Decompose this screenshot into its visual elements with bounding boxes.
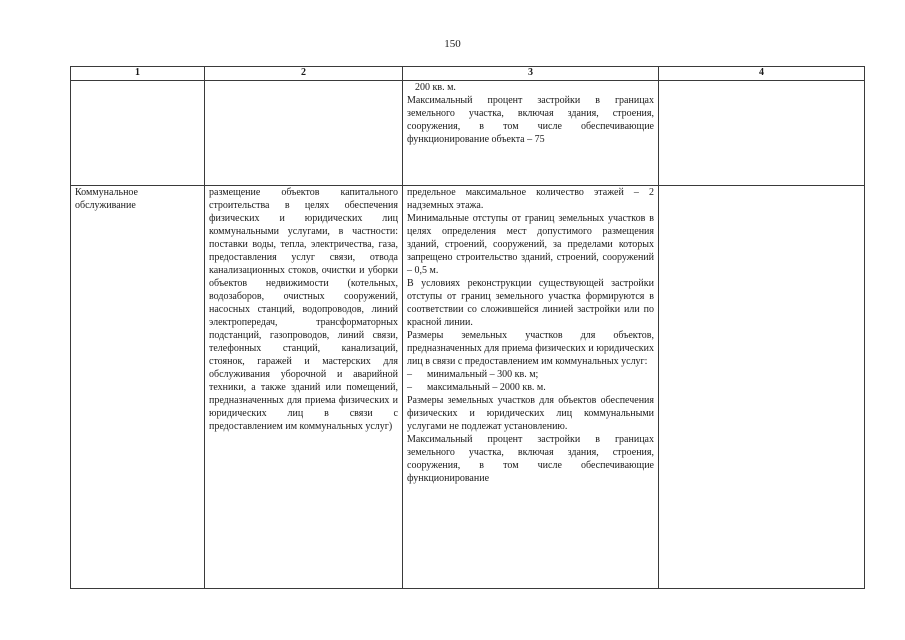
land-use-description-cell — [205, 186, 403, 589]
regulations-table — [70, 66, 865, 589]
max-plot-size-text: максимальный – 2000 кв. м. — [427, 382, 546, 393]
land-use-description: размещение объектов капитального строительства в целях обеспечения физических и юридических лиц коммунальными услугами, в частности: поставки воды, тепла, электричества, газа, предоставления услуг связи, отвода канализационных стоков, очистки и уборки объектов недвижимости (котельных, водозаборов, очистных сооружений, насосных станций, водопроводов, линий электропередач, трансформаторных подстанций, газопроводов, линий связи, телефонных станций, канализаций, стоянок, гаражей и мастерских для обслуживания уборочной и аварийной техники, а также зданий или помещений, предназначенных для приема физических и юридических лиц в связи с предоставлением им коммунальных услуг) — [209, 187, 398, 432]
plot-size-not-regulated-text: Размеры земельных участков для объектов обеспечения физических и юридических лиц коммунальными услугами не подлежат установлению. — [407, 395, 654, 432]
reconstruction-setbacks-text: В условиях реконструкции существующей застройки отступы от границ земельного участка формируются в соответствии со сложившейся линией застройки или по красной линии. — [407, 278, 654, 328]
notes-cell — [659, 186, 865, 589]
column-header-4: 4 — [659, 67, 865, 81]
cell-continuation-col1 — [71, 81, 205, 186]
list-dash: – — [407, 369, 412, 380]
table-row-communal-services — [71, 186, 865, 589]
cell-continuation-col2 — [205, 81, 403, 186]
page-number: 150 — [444, 38, 461, 50]
cell-continuation-col3 — [403, 81, 659, 186]
column-header-1: 1 — [71, 67, 205, 81]
table-header-row — [71, 67, 865, 81]
continuation-area-text: 200 кв. м. — [415, 82, 456, 93]
column-header-3: 3 — [403, 67, 659, 81]
cell-continuation-col4 — [659, 81, 865, 186]
continuation-building-percent-text: Максимальный процент застройки в границах земельного участка, включая здания, строения, сооружения, в том числе обеспечивающие функционирование объекта – 75 — [407, 95, 654, 145]
list-item — [407, 381, 654, 394]
min-setbacks-text: Минимальные отступы от границ земельных участков в целях определения мест допустимого размещения зданий, строений, сооружений, за пределами которых запрещено строительство зданий, строений, сооружений – 0,5 м. — [407, 213, 654, 276]
table-row-continuation — [71, 81, 865, 186]
column-header-2: 2 — [205, 67, 403, 81]
list-item — [407, 368, 654, 381]
plot-size-intro-text: Размеры земельных участков для объектов, предназначенных для приема физических и юридических лиц в связи с предоставлением им коммунальных услуг: — [407, 330, 654, 367]
list-dash: – — [407, 382, 412, 393]
building-percent-text: Максимальный процент застройки в границах земельного участка, включая здания, строения, сооружения, в том числе обеспечивающие функционирование — [407, 434, 654, 484]
land-use-name: Коммунальное обслуживание — [75, 187, 138, 211]
land-use-name-cell — [71, 186, 205, 589]
max-floors-text: предельное максимальное количество этажей – 2 надземных этажа. — [407, 187, 654, 211]
parameters-cell — [403, 186, 659, 589]
min-plot-size-text: минимальный – 300 кв. м; — [427, 369, 539, 380]
